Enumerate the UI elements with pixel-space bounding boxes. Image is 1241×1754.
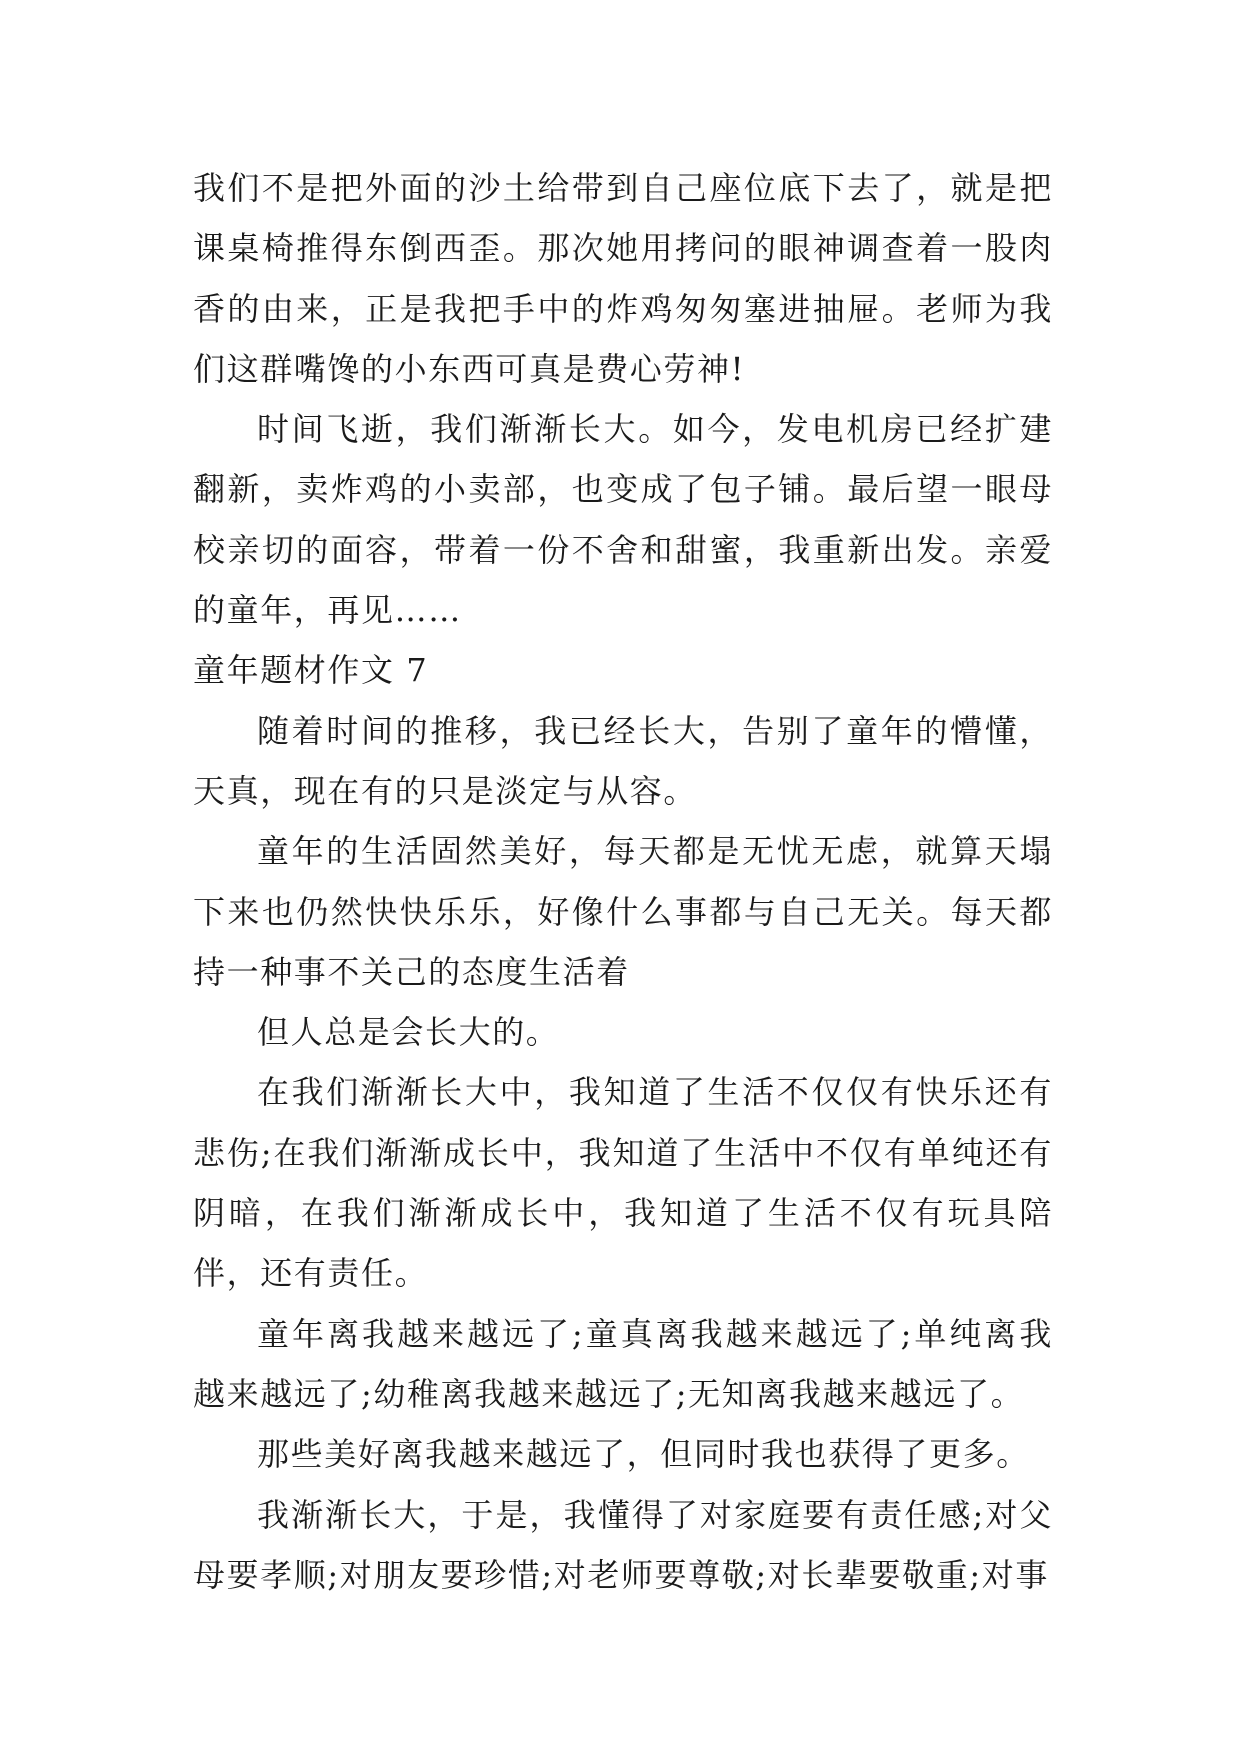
paragraph: 我渐渐长大，于是，我懂得了对家庭要有责任感;对父母要孝顺;对朋友要珍惜;对老师要尊敬;对长辈要敬重;对事 (193, 1495, 1053, 1594)
paragraph: 但人总是会长大的。 (257, 1013, 560, 1052)
paragraph: 那些美好离我越来越远了，但同时我也获得了更多。 (257, 1435, 1030, 1474)
paragraph: 随着时间的推移，我已经长大，告别了童年的懵懂，天真，现在有的只是淡定与从容。 (193, 711, 1053, 810)
paragraph: 我们不是把外面的沙土给带到自己座位底下去了，就是把课桌椅推得东倒西歪。那次她用拷问的眼神调查着一股肉香的由来，正是我把手中的炸鸡匆匆塞进抽屉。老师为我们这群嘴馋的小东西可真是费心劳神! (193, 169, 1053, 388)
section-heading: 童年题材作文 7 (193, 651, 429, 690)
document-body (193, 158, 1053, 1605)
paragraph: 童年离我越来越远了;童真离我越来越远了;单纯离我越来越远了;幼稚离我越来越远了;无知离我越来越远了。 (193, 1314, 1053, 1413)
paragraph: 在我们渐渐长大中，我知道了生活不仅仅有快乐还有悲伤;在我们渐渐成长中，我知道了生活中不仅有单纯还有阴暗，在我们渐渐成长中，我知道了生活不仅有玩具陪伴，还有责任。 (193, 1073, 1053, 1293)
paragraph: 童年的生活固然美好，每天都是无忧无虑，就算天塌下来也仍然快快乐乐，好像什么事都与自己无关。每天都持一种事不关己的态度生活着 (193, 832, 1053, 991)
paragraph: 时间飞逝，我们渐渐长大。如今，发电机房已经扩建翻新，卖炸鸡的小卖部，也变成了包子铺。最后望一眼母校亲切的面容，带着一份不舍和甜蜜，我重新出发。亲爱的童年，再见…… (193, 410, 1053, 630)
